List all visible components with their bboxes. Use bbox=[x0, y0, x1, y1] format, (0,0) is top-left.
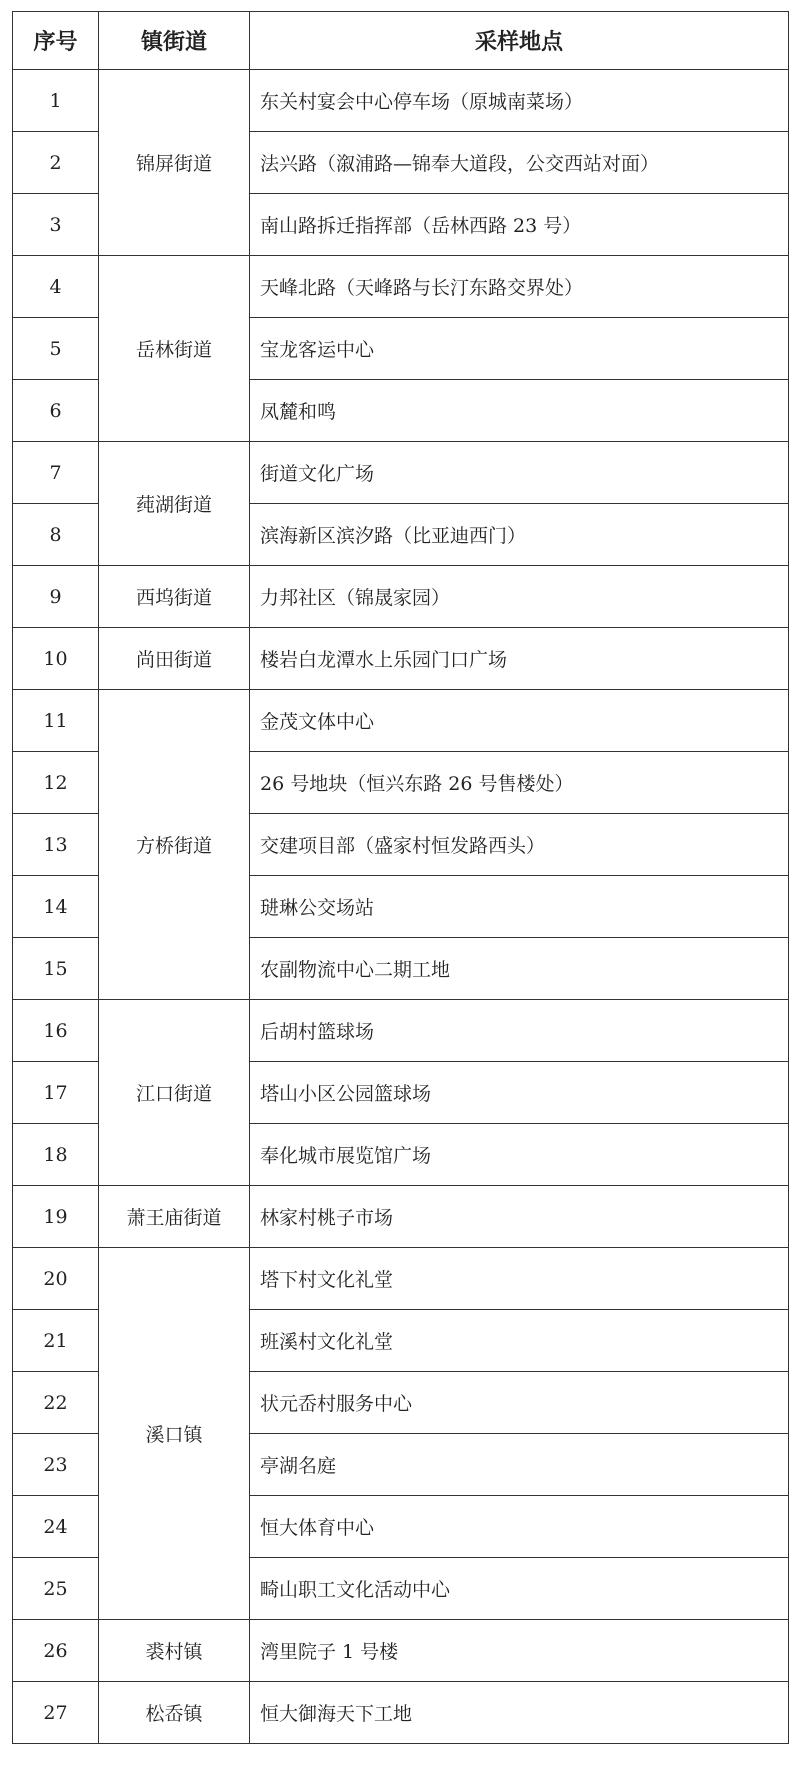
row-number-cell: 19 bbox=[13, 1186, 99, 1248]
row-number-cell: 3 bbox=[13, 194, 99, 256]
location-cell: 凤麓和鸣 bbox=[250, 380, 789, 442]
row-number-cell: 12 bbox=[13, 752, 99, 814]
table-row bbox=[13, 1186, 789, 1248]
row-number-cell: 8 bbox=[13, 504, 99, 566]
street-cell: 莼湖街道 bbox=[99, 442, 250, 566]
location-cell: 楼岩白龙潭水上乐园门口广场 bbox=[250, 628, 789, 690]
location-cell: 街道文化广场 bbox=[250, 442, 789, 504]
location-cell: 宝龙客运中心 bbox=[250, 318, 789, 380]
location-cell: 力邦社区（锦晟家园） bbox=[250, 566, 789, 628]
table-row bbox=[13, 1000, 789, 1062]
row-number-cell: 18 bbox=[13, 1124, 99, 1186]
location-cell: 湾里院子 1 号楼 bbox=[250, 1620, 789, 1682]
row-number-cell: 17 bbox=[13, 1062, 99, 1124]
street-cell: 西坞街道 bbox=[99, 566, 250, 628]
table-row bbox=[13, 628, 789, 690]
table-row bbox=[13, 256, 789, 318]
street-cell: 溪口镇 bbox=[99, 1248, 250, 1620]
location-cell: 恒大体育中心 bbox=[250, 1496, 789, 1558]
row-number-cell: 14 bbox=[13, 876, 99, 938]
street-cell: 裘村镇 bbox=[99, 1620, 250, 1682]
table-row bbox=[13, 566, 789, 628]
location-cell: 后胡村篮球场 bbox=[250, 1000, 789, 1062]
location-cell: 恒大御海天下工地 bbox=[250, 1682, 789, 1744]
header-street: 镇街道 bbox=[99, 12, 250, 70]
row-number-cell: 5 bbox=[13, 318, 99, 380]
table-header-row bbox=[13, 12, 789, 70]
location-cell: 状元岙村服务中心 bbox=[250, 1372, 789, 1434]
location-cell: 林家村桃子市场 bbox=[250, 1186, 789, 1248]
location-cell: 奉化城市展览馆广场 bbox=[250, 1124, 789, 1186]
header-number: 序号 bbox=[13, 12, 99, 70]
row-number-cell: 11 bbox=[13, 690, 99, 752]
location-cell: 金茂文体中心 bbox=[250, 690, 789, 752]
row-number-cell: 25 bbox=[13, 1558, 99, 1620]
row-number-cell: 24 bbox=[13, 1496, 99, 1558]
location-cell: 东关村宴会中心停车场（原城南菜场） bbox=[250, 70, 789, 132]
row-number-cell: 10 bbox=[13, 628, 99, 690]
row-number-cell: 20 bbox=[13, 1248, 99, 1310]
row-number-cell: 4 bbox=[13, 256, 99, 318]
location-cell: 塔下村文化礼堂 bbox=[250, 1248, 789, 1310]
sampling-sites-table-wrapper bbox=[12, 11, 788, 1744]
sampling-sites-table bbox=[12, 11, 789, 1744]
location-cell: 农副物流中心二期工地 bbox=[250, 938, 789, 1000]
row-number-cell: 6 bbox=[13, 380, 99, 442]
street-cell: 锦屏街道 bbox=[99, 70, 250, 256]
location-cell: 畸山职工文化活动中心 bbox=[250, 1558, 789, 1620]
location-cell: 班溪村文化礼堂 bbox=[250, 1310, 789, 1372]
street-cell: 方桥街道 bbox=[99, 690, 250, 1000]
row-number-cell: 9 bbox=[13, 566, 99, 628]
street-cell: 尚田街道 bbox=[99, 628, 250, 690]
row-number-cell: 7 bbox=[13, 442, 99, 504]
table-row bbox=[13, 1620, 789, 1682]
street-cell: 松岙镇 bbox=[99, 1682, 250, 1744]
table-row bbox=[13, 1682, 789, 1744]
table-row bbox=[13, 442, 789, 504]
row-number-cell: 1 bbox=[13, 70, 99, 132]
table-row bbox=[13, 690, 789, 752]
street-cell: 岳林街道 bbox=[99, 256, 250, 442]
location-cell: 天峰北路（天峰路与长汀东路交界处） bbox=[250, 256, 789, 318]
row-number-cell: 13 bbox=[13, 814, 99, 876]
row-number-cell: 2 bbox=[13, 132, 99, 194]
location-cell: 滨海新区滨汐路（比亚迪西门） bbox=[250, 504, 789, 566]
row-number-cell: 27 bbox=[13, 1682, 99, 1744]
street-cell: 江口街道 bbox=[99, 1000, 250, 1186]
header-location: 采样地点 bbox=[250, 12, 789, 70]
table-row bbox=[13, 1248, 789, 1310]
row-number-cell: 23 bbox=[13, 1434, 99, 1496]
table-body bbox=[13, 70, 789, 1744]
location-cell: 交建项目部（盛家村恒发路西头） bbox=[250, 814, 789, 876]
table-row bbox=[13, 70, 789, 132]
location-cell: 法兴路（溆浦路—锦奉大道段，公交西站对面） bbox=[250, 132, 789, 194]
location-cell: 南山路拆迁指挥部（岳林西路 23 号） bbox=[250, 194, 789, 256]
street-cell: 萧王庙街道 bbox=[99, 1186, 250, 1248]
row-number-cell: 21 bbox=[13, 1310, 99, 1372]
row-number-cell: 22 bbox=[13, 1372, 99, 1434]
row-number-cell: 15 bbox=[13, 938, 99, 1000]
row-number-cell: 16 bbox=[13, 1000, 99, 1062]
row-number-cell: 26 bbox=[13, 1620, 99, 1682]
location-cell: 琎琳公交场站 bbox=[250, 876, 789, 938]
location-cell: 亭湖名庭 bbox=[250, 1434, 789, 1496]
location-cell: 26 号地块（恒兴东路 26 号售楼处） bbox=[250, 752, 789, 814]
location-cell: 塔山小区公园篮球场 bbox=[250, 1062, 789, 1124]
